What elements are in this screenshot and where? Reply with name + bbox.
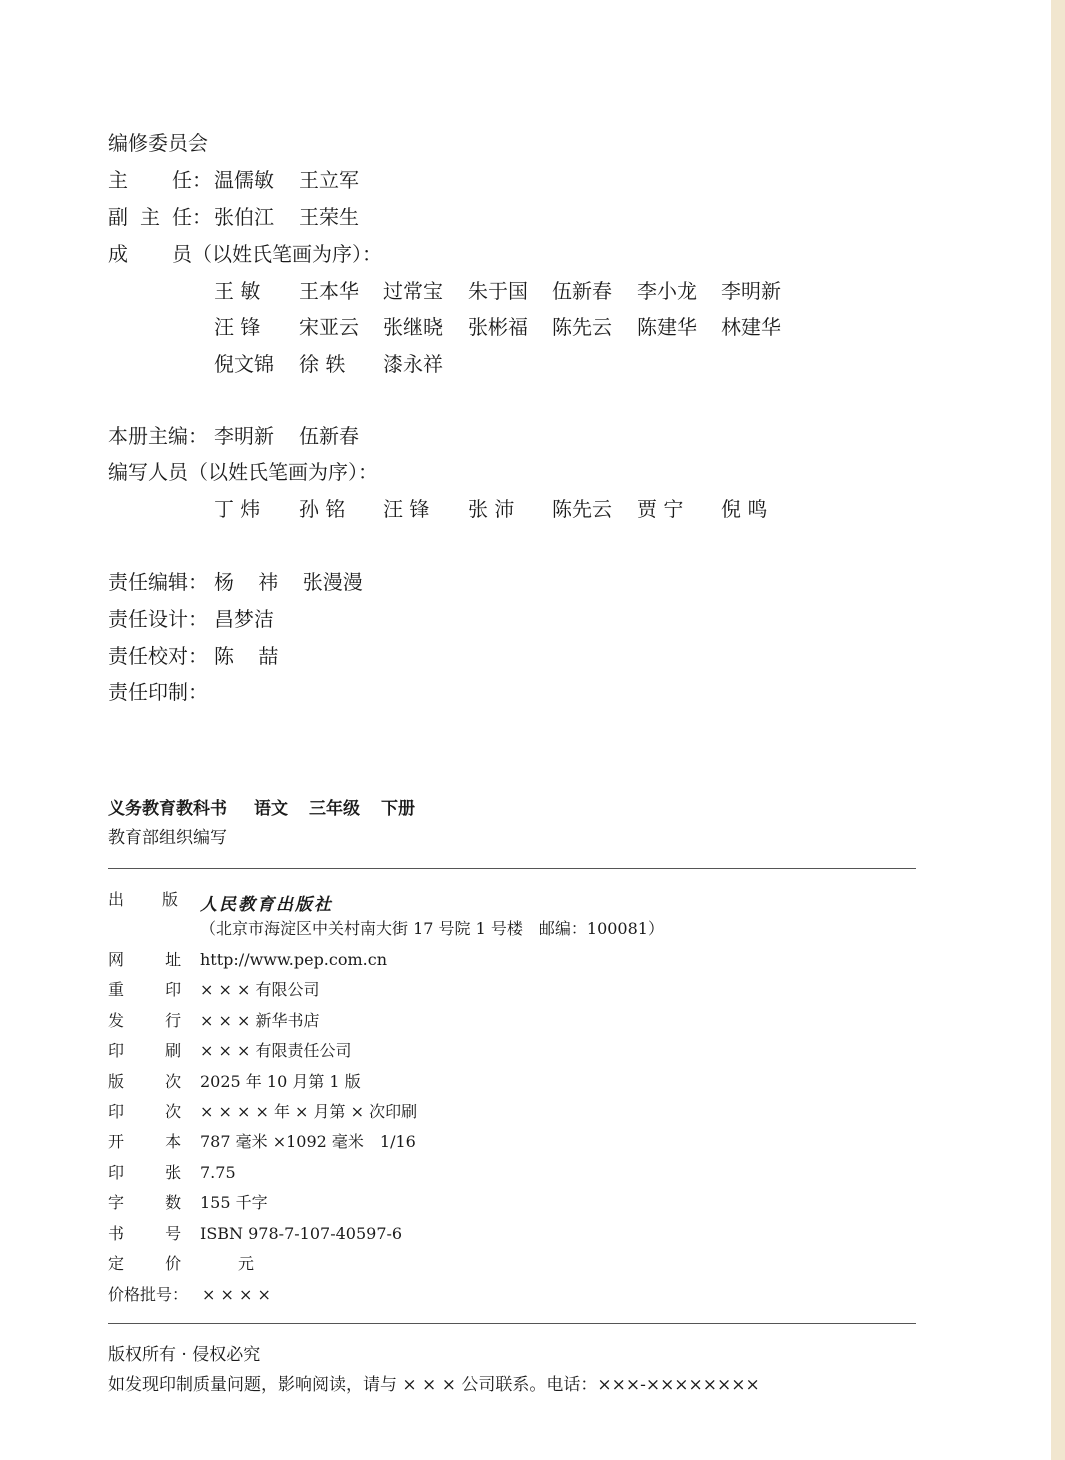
- vice-name-2: 王荣生: [299, 205, 359, 229]
- writer-name: 孙 铭: [299, 497, 346, 521]
- member-name: 宋亚云: [299, 315, 359, 339]
- member-name: 倪文锦: [214, 352, 274, 376]
- writer-name: 陈先云: [552, 497, 612, 521]
- members-label: 成 员（以姓氏笔画为序）：: [108, 242, 382, 266]
- responsible-label: 责任校对：: [108, 644, 208, 668]
- colophon-label: 书 号: [108, 1223, 182, 1243]
- chief-label: 本册主编：: [108, 424, 208, 448]
- member-name: 李明新: [721, 279, 781, 303]
- colophon-value: http://www.pep.com.cn: [200, 950, 388, 969]
- chair-name-1: 温儒敏: [214, 168, 274, 192]
- member-name: 张彬福: [468, 315, 528, 339]
- colophon-label: 印 刷: [108, 1041, 182, 1061]
- colophon-label: 字 数: [108, 1193, 182, 1213]
- colophon-label: 印 张: [108, 1162, 182, 1182]
- colophon-value: × × × 有限责任公司: [200, 1041, 352, 1061]
- member-name: 朱于国: [468, 279, 528, 303]
- colophon-value: × × × 新华书店: [200, 1010, 320, 1030]
- chief-name-1: 李明新: [214, 424, 274, 448]
- member-name: 林建华: [721, 315, 781, 339]
- writer-name: 汪 锋: [383, 497, 430, 521]
- chair-name-2: 王立军: [299, 168, 359, 192]
- colophon-value: × × × 有限公司: [200, 980, 320, 1000]
- responsible-value: 昌梦洁: [214, 607, 274, 631]
- colophon-value: 7.75: [200, 1162, 236, 1182]
- writer-name: 贾 宁: [637, 497, 684, 521]
- colophon-value: 元: [238, 1254, 255, 1273]
- member-name: 李小龙: [637, 279, 697, 303]
- responsible-label: 责任印制：: [108, 680, 208, 704]
- colophon-value: 787 毫米 ×1092 毫米 1/16: [200, 1132, 416, 1152]
- publisher-logo: 人民教育出版社: [200, 895, 333, 915]
- divider-bottom: [108, 1323, 916, 1324]
- member-name: 王本华: [299, 279, 359, 303]
- colophon-label: 印 次: [108, 1102, 182, 1121]
- quality-notice: 如发现印制质量问题，影响阅读，请与 × × × 公司联系。电话：×××-××××××××: [108, 1375, 760, 1395]
- committee-title: 编修委员会: [108, 131, 208, 155]
- vice-name-1: 张伯江: [214, 205, 274, 229]
- copyright: 版权所有 · 侵权必究: [108, 1345, 261, 1365]
- responsible-value: 杨 祎 张漫漫: [214, 570, 363, 594]
- book-title-1: 义务教育教科书: [108, 799, 227, 819]
- member-name: 王 敏: [214, 279, 261, 303]
- writer-name: 张 沛: [468, 497, 515, 521]
- price-approval-label: 价格批号：: [108, 1285, 189, 1304]
- vice-label: 副 主 任：: [108, 205, 212, 229]
- colophon-label: 发 行: [108, 1010, 182, 1030]
- member-name: 陈先云: [552, 315, 612, 339]
- colophon-label: 开 本: [108, 1132, 182, 1152]
- colophon-value: ISBN 978-7-107-40597-6: [200, 1223, 403, 1243]
- writers-label: 编写人员（以姓氏笔画为序）：: [108, 460, 378, 484]
- divider-top: [108, 868, 916, 869]
- member-name: 汪 锋: [214, 315, 261, 339]
- colophon-value: 155 千字: [200, 1193, 268, 1213]
- writer-name: 丁 炜: [214, 497, 261, 521]
- member-name: 陈建华: [637, 315, 697, 339]
- chair-label: [108, 170, 212, 190]
- member-name: 徐 轶: [299, 352, 346, 376]
- book-title-2: 语文: [254, 799, 288, 819]
- book-title-4: 下册: [381, 799, 415, 819]
- colophon-value: × × × × 年 × 月第 × 次印刷: [200, 1102, 418, 1121]
- colophon-label: 定 价: [108, 1254, 182, 1273]
- colophon-label: 网 址: [108, 950, 182, 969]
- chief-name-2: 伍新春: [299, 424, 359, 448]
- member-name: 张继晓: [383, 315, 443, 339]
- price-approval-value: × × × ×: [202, 1285, 271, 1304]
- page-edge: [1051, 0, 1065, 1460]
- publisher-address: （北京市海淀区中关村南大街 17 号院 1 号楼 邮编：100081）: [200, 919, 664, 938]
- colophon-label: 重 印: [108, 980, 182, 1000]
- book-organizer: 教育部组织编写: [108, 828, 227, 848]
- member-name: 漆永祥: [383, 352, 443, 376]
- responsible-value: 陈 喆: [214, 644, 279, 668]
- writer-name: 倪 鸣: [721, 497, 768, 521]
- member-name: 过常宝: [383, 279, 443, 303]
- chair-label-text: 主 任：: [108, 168, 212, 192]
- member-name: 伍新春: [552, 279, 612, 303]
- book-title-3: 三年级: [309, 799, 360, 819]
- publisher-label: 出 版: [108, 890, 179, 909]
- colophon-label: 版 次: [108, 1071, 182, 1091]
- responsible-label: 责任设计：: [108, 607, 208, 631]
- responsible-label: 责任编辑：: [108, 570, 208, 594]
- colophon-value: 2025 年 10 月第 1 版: [200, 1071, 361, 1091]
